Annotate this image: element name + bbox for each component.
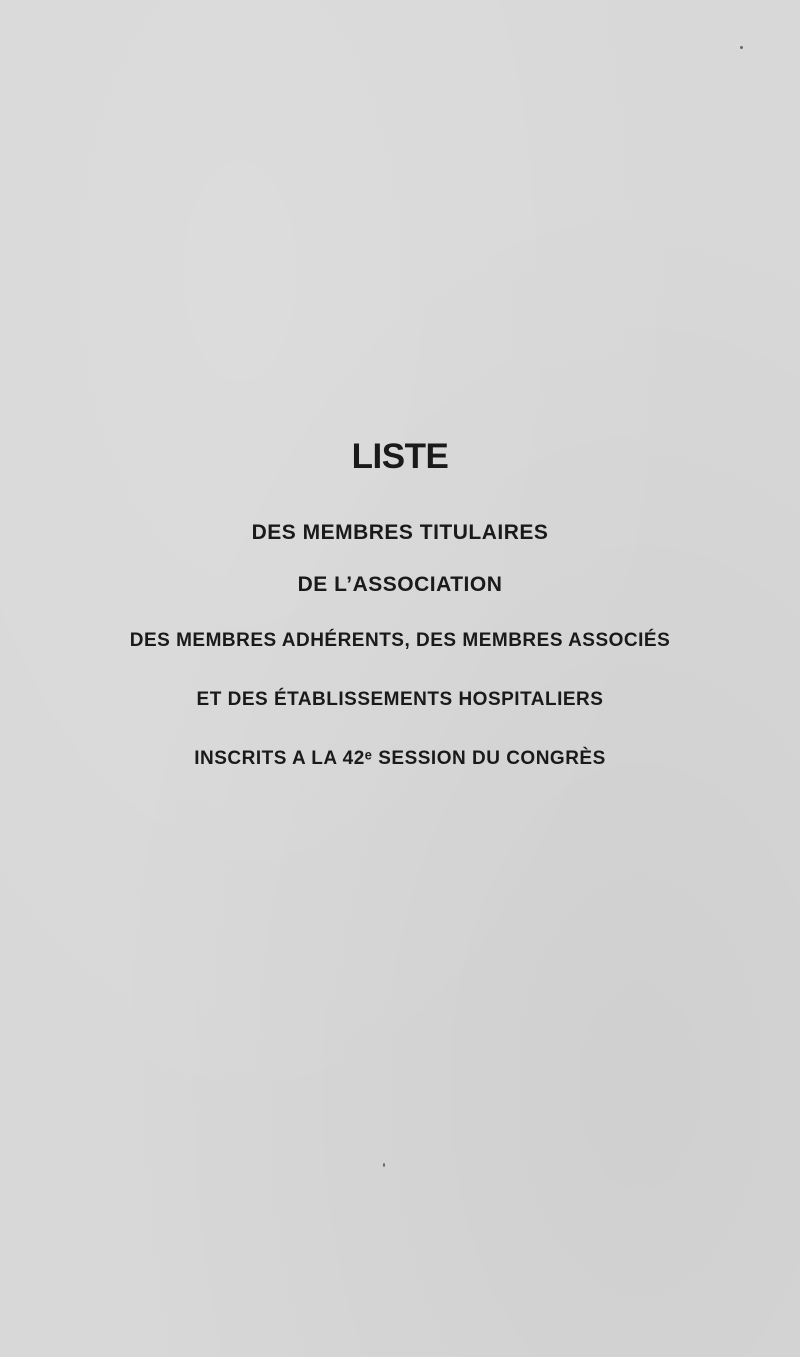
paper-speck	[740, 46, 743, 49]
subtitle-line-5: INSCRITS A LA 42ᵉ SESSION DU CONGRÈS	[194, 748, 606, 769]
subtitle-line-4: ET DES ÉTABLISSEMENTS HOSPITALIERS	[196, 689, 604, 710]
page-title: LISTE	[351, 437, 449, 476]
subtitle-line-1: DES MEMBRES TITULAIRES	[251, 521, 549, 544]
subtitle-line-3: DES MEMBRES ADHÉRENTS, DES MEMBRES ASSOCIÉS	[129, 630, 671, 651]
paper-speck	[383, 1163, 385, 1167]
subtitle-line-2: DE L’ASSOCIATION	[297, 573, 503, 596]
